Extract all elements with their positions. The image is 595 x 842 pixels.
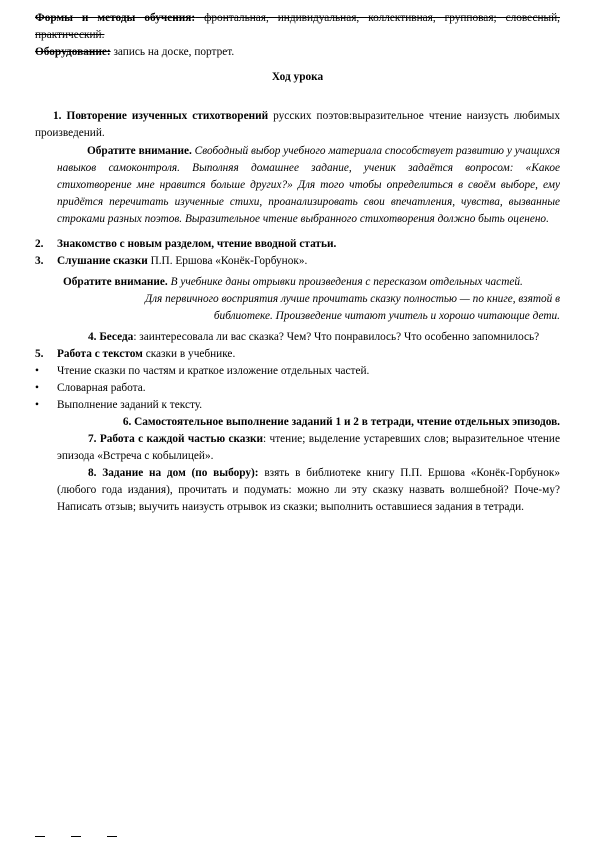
note-2-text-1: В учебнике даны отрывки произведения с пересказом отдельных частей. (167, 276, 523, 288)
bullet-icon: • (35, 382, 39, 394)
section-3-heading: Слушание сказки (57, 255, 148, 267)
forms-label: Формы и методы обучения: (35, 12, 196, 24)
section-4-heading: Беседа (99, 331, 134, 343)
section-5-text: сказки в учебнике. (142, 348, 236, 360)
section-1-text: русских поэтов:выразительное чтение наизусть любимых произведений. (35, 110, 561, 139)
section-4-num: 4. (88, 331, 97, 343)
note-1-text: Свободный выбор учебного материала способствует развитию у учащихся навыков самоконтроля. Выполняя домашнее задание, ученик задаётся вопросом: «Какое стихотворение мне нравится больше других?» Для того чтобы определиться в своём выборе, ему придётся перечитать изученные стихи, проанализировать свои впечатления, чувства, вызванные строками разных поэтов. Выразительное чтение выбранного стихотворения должно быть оценено. (57, 145, 560, 225)
footer-mark (107, 836, 117, 837)
section-8-heading: Задание на дом (по выбору): (102, 467, 259, 479)
note-2-line-1 (35, 274, 560, 291)
footer-mark (35, 836, 45, 837)
list-item (35, 397, 560, 414)
note-2-line-2: Для первичного восприятия лучше прочитать сказку полностью — по книге, взятой в (144, 293, 560, 305)
note-1 (35, 143, 560, 228)
section-5-num: 5. (35, 348, 44, 360)
section-3-num: 3. (35, 255, 44, 267)
note-2-line-3: библиотеке. Произведение читают учитель и хорошо читающие дети. (213, 310, 560, 322)
bullet-icon: • (35, 365, 39, 377)
section-2 (35, 236, 560, 253)
bullet-text: Чтение сказки по частям и краткое изложение отдельных частей. (57, 365, 370, 377)
note-2-label: Обратите внимание. (63, 276, 168, 288)
bullet-icon: • (35, 399, 39, 411)
equipment-label: Оборудование: (35, 46, 111, 58)
section-8 (35, 465, 560, 516)
forms-text: фронтальная, индивидуальная, коллективная, групповая; словесный, практический. (35, 12, 561, 41)
section-1 (35, 108, 560, 142)
bullet-text: Выполнение заданий к тексту. (57, 399, 203, 411)
section-3-text: П.П. Ершова «Конёк-Горбунок». (147, 255, 308, 267)
section-1-num: 1. (53, 110, 62, 122)
lesson-title: Ход урока (271, 71, 324, 83)
section-6-text: Самостоятельное выполнение заданий 1 и 2 в тетради, чтение отдельных эпизодов. (134, 416, 560, 428)
footer-mark (71, 836, 81, 837)
note-1-label: Обратите внимание. (87, 145, 192, 157)
section-1-heading: Повторение изученных стихотворений (66, 110, 269, 122)
section-7 (35, 431, 560, 465)
section-2-num: 2. (35, 238, 44, 250)
section-6 (35, 414, 560, 431)
list-item (35, 363, 560, 380)
section-3 (35, 253, 560, 270)
section-2-text: Знакомство с новым разделом, чтение вводной статьи. (57, 238, 337, 250)
equipment-paragraph (35, 44, 560, 61)
section-4-text: : заинтересовала ли вас сказка? Чем? Что понравилось? Что особенно запомнилось? (133, 331, 540, 343)
document-page (35, 10, 560, 516)
section-4 (35, 329, 560, 346)
section-5 (35, 346, 560, 363)
section-7-text: : чтение; выделение устаревших слов; выразительное чтение эпизода «Встреча с кобылицей». (57, 433, 560, 462)
bullet-text: Словарная работа. (57, 382, 146, 394)
section-5-heading: Работа с текстом (57, 348, 143, 360)
forms-paragraph (35, 10, 560, 44)
section-7-heading: Работа с каждой частью сказки (99, 433, 264, 445)
section-7-num: 7. (88, 433, 97, 445)
section-8-text: взять в библиотеке книгу П.П. Ершова «Конёк-Горбунок» (любого года издания), прочитать и подумать: можно ли эту сказку назвать волшебной? Поче-му? Написать отзыв; выучить наизусть отрывок из сказки; выполнить оставшиеся задания в тетради. (57, 467, 560, 513)
section-6-num: 6. (122, 416, 132, 428)
equipment-text: запись на доске, портрет. (110, 46, 235, 58)
list-item (35, 380, 560, 397)
section-8-num: 8. (88, 467, 97, 479)
footer-marks (35, 836, 117, 837)
